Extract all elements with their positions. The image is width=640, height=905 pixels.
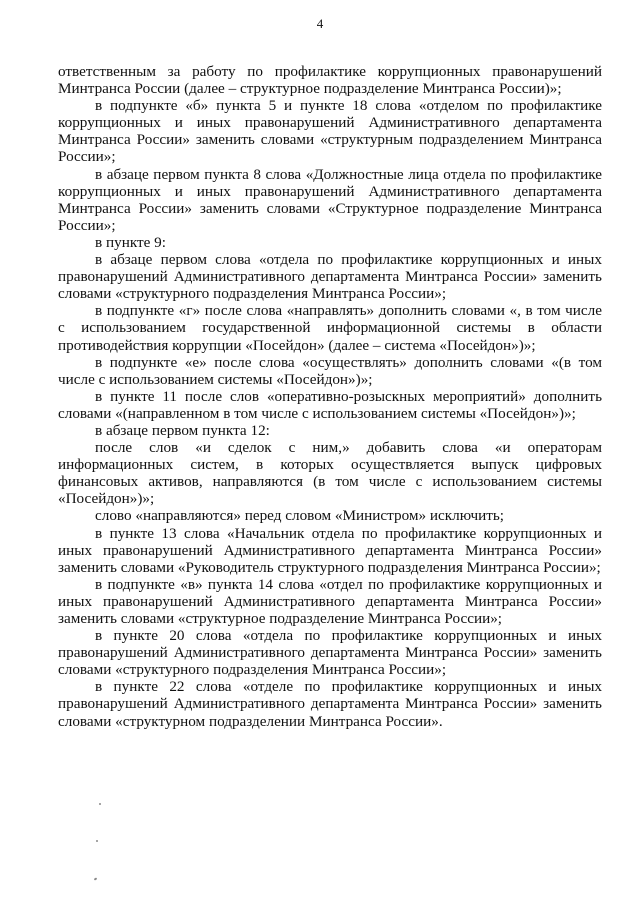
paragraph: в пункте 20 слова «отдела по профилактике коррупционных и иных правонарушений Административного департамента Минтранса России» заменить словами «структурного подразделения Минтранса России»; xyxy=(58,627,602,679)
paragraph: в подпункте «е» после слова «осуществлять» дополнить словами «(в том числе с использованием системы «Посейдон»)»; xyxy=(58,353,602,388)
scan-speck xyxy=(99,803,101,805)
paragraph: в пункте 22 слова «отделе по профилактике коррупционных и иных правонарушений Административного департамента Минтранса России» заменить словами «структурном подразделении Минтранса России». xyxy=(58,678,602,730)
scan-speck xyxy=(96,840,98,842)
paragraph: слово «направляются» перед словом «Министром» исключить; xyxy=(95,507,505,525)
paragraph: в подпункте «г» после слова «направлять» дополнить словами «, в том числе с использованием государственной информационной системы в области противодействия коррупции «Посейдон» (далее – система «Посейдон»)»; xyxy=(58,302,602,354)
paragraph: в подпункте «б» пункта 5 и пункте 18 слова «отделом по профилактике коррупционных и иных правонарушений Административного департамента Минтранса России» заменить словами «структурным подразделением Минтранса России»; xyxy=(58,97,602,166)
document-body xyxy=(58,63,602,730)
paragraph: в пункте 13 слова «Начальник отдела по профилактике коррупционных и иных правонарушений Административного департамента Минтранса России» заменить словами «Руководитель структурного подразделения Минтранса России»; xyxy=(58,524,602,576)
paragraph: в абзаце первом слова «отдела по профилактике коррупционных и иных правонарушений Административного департамента Минтранса России» заменить словами «структурного подразделения Минтранса России»; xyxy=(58,251,602,303)
paragraph: в абзаце первом пункта 8 слова «Должностные лица отдела по профилактике коррупционных и иных правонарушений Административного департамента Минтранса России» заменить словами «Структурное подразделение Минтранса России»; xyxy=(58,165,602,234)
paragraph: после слов «и сделок с ним,» добавить слова «и операторам информационных систем, в которых осуществляется выпуск цифровых финансовых активов, направляются (в том числе с использованием системы «Посейдон»)»; xyxy=(58,439,602,508)
page-number: 4 xyxy=(316,16,324,31)
paragraph: в абзаце первом пункта 12: xyxy=(95,421,270,439)
scan-speck xyxy=(94,877,98,880)
paragraph: ответственным за работу по профилактике коррупционных правонарушений Минтранса России (далее – структурное подразделение Минтранса России)»; xyxy=(58,63,602,98)
paragraph: в подпункте «в» пункта 14 слова «отдел по профилактике коррупционных и иных правонарушений Административного департамента Минтранса России» заменить словами «структурное подразделение Минтранса России»; xyxy=(58,575,602,627)
paragraph: в пункте 9: xyxy=(95,233,166,251)
paragraph: в пункте 11 после слов «оперативно-розыскных мероприятий» дополнить словами «(направленном в том числе с использованием системы «Посейдон»)»; xyxy=(58,387,602,422)
